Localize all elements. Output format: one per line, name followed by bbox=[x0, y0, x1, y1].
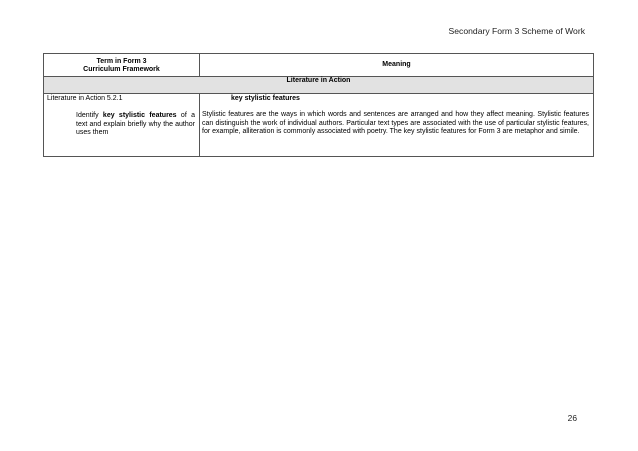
column-header-term-line2: Curriculum Framework bbox=[83, 66, 160, 73]
section-band-row bbox=[44, 77, 594, 94]
objective-prefix: Identify bbox=[76, 112, 99, 120]
term-cell bbox=[44, 94, 200, 157]
table-row bbox=[44, 94, 594, 157]
framework-reference: Literature in Action 5.2.1 bbox=[47, 95, 123, 102]
column-header-meaning: Meaning bbox=[200, 54, 594, 77]
document-header-title: Secondary Form 3 Scheme of Work bbox=[448, 26, 585, 36]
meaning-cell bbox=[200, 94, 594, 157]
scheme-of-work-table bbox=[43, 53, 594, 157]
section-band-label: Literature in Action bbox=[44, 77, 594, 94]
objective-key-term: key stylistic features bbox=[102, 112, 177, 120]
column-header-term bbox=[44, 54, 200, 77]
objective-suffix: of a text and explain briefly why the author uses them bbox=[76, 112, 195, 136]
meaning-definition: Stylistic features are the ways in which words and sentences are arranged and how they affect meaning. Stylistic features can distinguish the work of individual authors. Particular text types are associated with the use of particular stylistic features, for example, alliteration is commonly associated with poetry. The key stylistic features for Form 3 are metaphor and simile. bbox=[202, 111, 589, 135]
table-header-row bbox=[44, 54, 594, 77]
meaning-term-title: key stylistic features bbox=[231, 95, 300, 102]
column-header-term-line1: Term in Form 3 bbox=[96, 57, 147, 65]
page-number: 26 bbox=[567, 413, 577, 423]
learning-objective bbox=[76, 112, 195, 137]
